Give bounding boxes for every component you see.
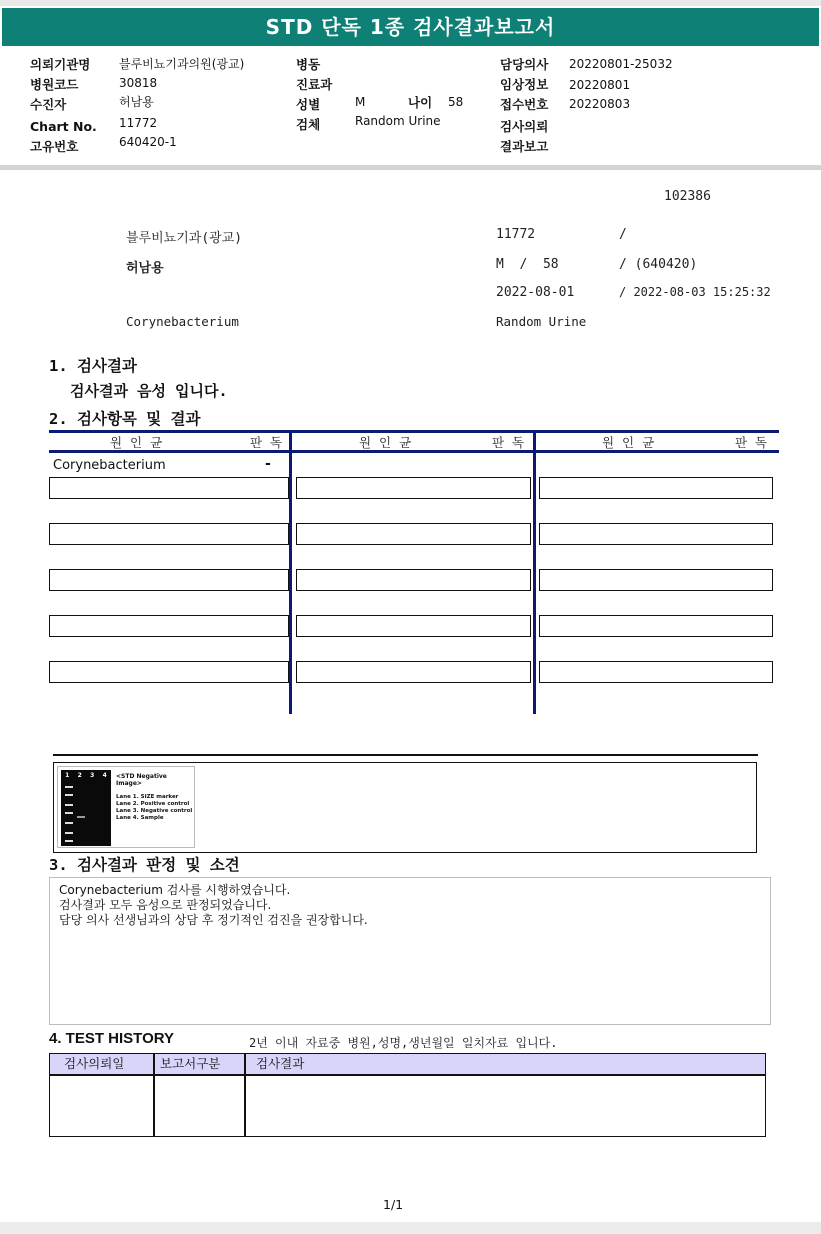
age-label: 나이 [408, 95, 433, 110]
comment-line: 검사결과 모두 음성으로 판정되었습니다. [59, 898, 272, 912]
history-col-request-date: 검사의뢰일 [64, 1056, 125, 1071]
col-header-pathogen-2: 원 인 균 [359, 435, 414, 450]
result-box [296, 477, 531, 499]
comment-line: Corynebacterium 검사를 시행하였습니다. [59, 883, 291, 897]
sex-value: M [355, 95, 366, 109]
section3-title: 3. 검사결과 판정 및 소견 [49, 856, 240, 874]
section1-text: 검사결과 음성 입니다. [70, 382, 228, 400]
age-value: 58 [448, 95, 464, 109]
gel-legend-item: Lane 3. Negative control [116, 808, 193, 814]
page-number: 1/1 [383, 1197, 404, 1212]
header-col3 [500, 55, 548, 157]
result-box [539, 523, 773, 545]
report-test-name: Corynebacterium [126, 314, 239, 329]
header-col1-values [119, 55, 244, 152]
report-id-code: / (640420) [619, 257, 698, 272]
result-box [539, 569, 773, 591]
header-separator [0, 165, 821, 170]
client-value: 블루비뇨기과의원(광교) [119, 57, 245, 71]
report-number: 102386 [664, 189, 711, 204]
unique-no-value: 640420-1 [119, 135, 177, 149]
report-datetime: / 2022-08-03 15:25:32 [619, 285, 771, 299]
report-slash: / [619, 227, 627, 242]
result-box [539, 661, 773, 683]
history-col-divider [153, 1053, 155, 1137]
doctor-label: 담당의사 [500, 57, 549, 72]
col-header-pathogen-3: 원 인 균 [602, 435, 657, 450]
footer-strip [0, 1222, 821, 1234]
result-box [296, 615, 531, 637]
col-header-judgement-2: 판 독 [492, 435, 527, 450]
receipt-no-value: 20220801-25032 [569, 57, 673, 71]
report-date-value: 20220803 [569, 97, 631, 111]
receipt-no-label: 접수번호 [500, 97, 549, 112]
header-col3-values [569, 55, 673, 114]
clinical-info-label: 임상정보 [500, 77, 549, 92]
specimen-label: 검체 [296, 117, 321, 132]
header-col1 [30, 55, 97, 157]
gel-title: <STD Negative Image> [116, 773, 167, 787]
sex-label: 성별 [296, 97, 321, 112]
image-top-rule [53, 754, 758, 756]
result-box [296, 569, 531, 591]
col-header-judgement-3: 판 독 [735, 435, 770, 450]
result-pathogen: Corynebacterium [53, 458, 166, 473]
request-date-value: 20220801 [569, 78, 631, 92]
gel-legend-item: Lane 2. Positive control [116, 801, 190, 807]
history-col-result: 검사결과 [256, 1056, 305, 1071]
gel-image [57, 766, 195, 848]
report-request-date: 2022-08-01 [496, 285, 575, 300]
chart-no-value: 11772 [119, 116, 158, 130]
section1-title: 1. 검사결과 [49, 357, 137, 375]
dept-label: 진료과 [296, 77, 333, 92]
report-patient: 허남용 [126, 261, 164, 276]
ward-label: 병동 [296, 57, 321, 72]
table-divider-2 [533, 430, 536, 714]
result-box [296, 523, 531, 545]
hospital-code-label: 병원코드 [30, 77, 79, 92]
col-header-judgement-1: 판 독 [250, 435, 285, 450]
lane-label: 1 [65, 772, 70, 779]
result-box [296, 661, 531, 683]
history-header-rule [49, 1074, 766, 1076]
result-box [49, 477, 289, 499]
chart-no-label: Chart No. [30, 119, 97, 134]
col-header-pathogen-1: 원 인 균 [110, 435, 165, 450]
result-box [539, 615, 773, 637]
gel-legend [116, 773, 194, 822]
top-strip [0, 0, 821, 6]
lane-label: 3 [90, 772, 95, 779]
report-specimen: Random Urine [496, 314, 587, 329]
table-divider-1 [289, 430, 292, 714]
gel-legend-item: Lane 1. SIZE marker [116, 794, 179, 800]
report-date-label: 결과보고 [500, 139, 549, 154]
comment-line: 담당 의사 선생님과의 상담 후 정기적인 검진을 권장합니다. [59, 913, 368, 927]
client-label: 의뢰기관명 [30, 57, 91, 72]
history-col-divider [244, 1053, 246, 1137]
lane-label: 2 [77, 772, 82, 779]
gel-lanes [61, 770, 111, 846]
section4-title: 4. TEST HISTORY [49, 1030, 175, 1047]
result-box [49, 661, 289, 683]
result-box [49, 615, 289, 637]
result-box [539, 477, 773, 499]
gel-legend-item: Lane 4. Sample [116, 815, 164, 821]
comment-box [49, 877, 771, 1025]
hospital-code-value: 30818 [119, 76, 158, 90]
specimen-value: Random Urine [355, 114, 441, 128]
patient-label: 수진자 [30, 97, 67, 112]
header-col2 [296, 55, 332, 135]
result-box [49, 523, 289, 545]
section2-title: 2. 검사항목 및 결과 [49, 410, 201, 428]
result-value: - [265, 456, 271, 472]
request-date-label: 검사의뢰 [500, 119, 549, 134]
lane-label: 4 [102, 772, 107, 779]
result-box [49, 569, 289, 591]
history-col-report-type: 보고서구분 [160, 1056, 221, 1071]
history-table [49, 1053, 766, 1137]
report-title: STD 단독 1종 검사결과보고서 [2, 8, 819, 46]
report-sex-age: M / 58 [496, 257, 559, 272]
unique-no-label: 고유번호 [30, 139, 79, 154]
patient-value: 허남용 [119, 95, 154, 109]
report-chart: 11772 [496, 227, 536, 242]
history-note: 2년 이내 자료중 병원,성명,생년월일 일치자료 입니다. [249, 1036, 558, 1050]
report-clinic: 블루비뇨기과(광교) [126, 231, 243, 246]
